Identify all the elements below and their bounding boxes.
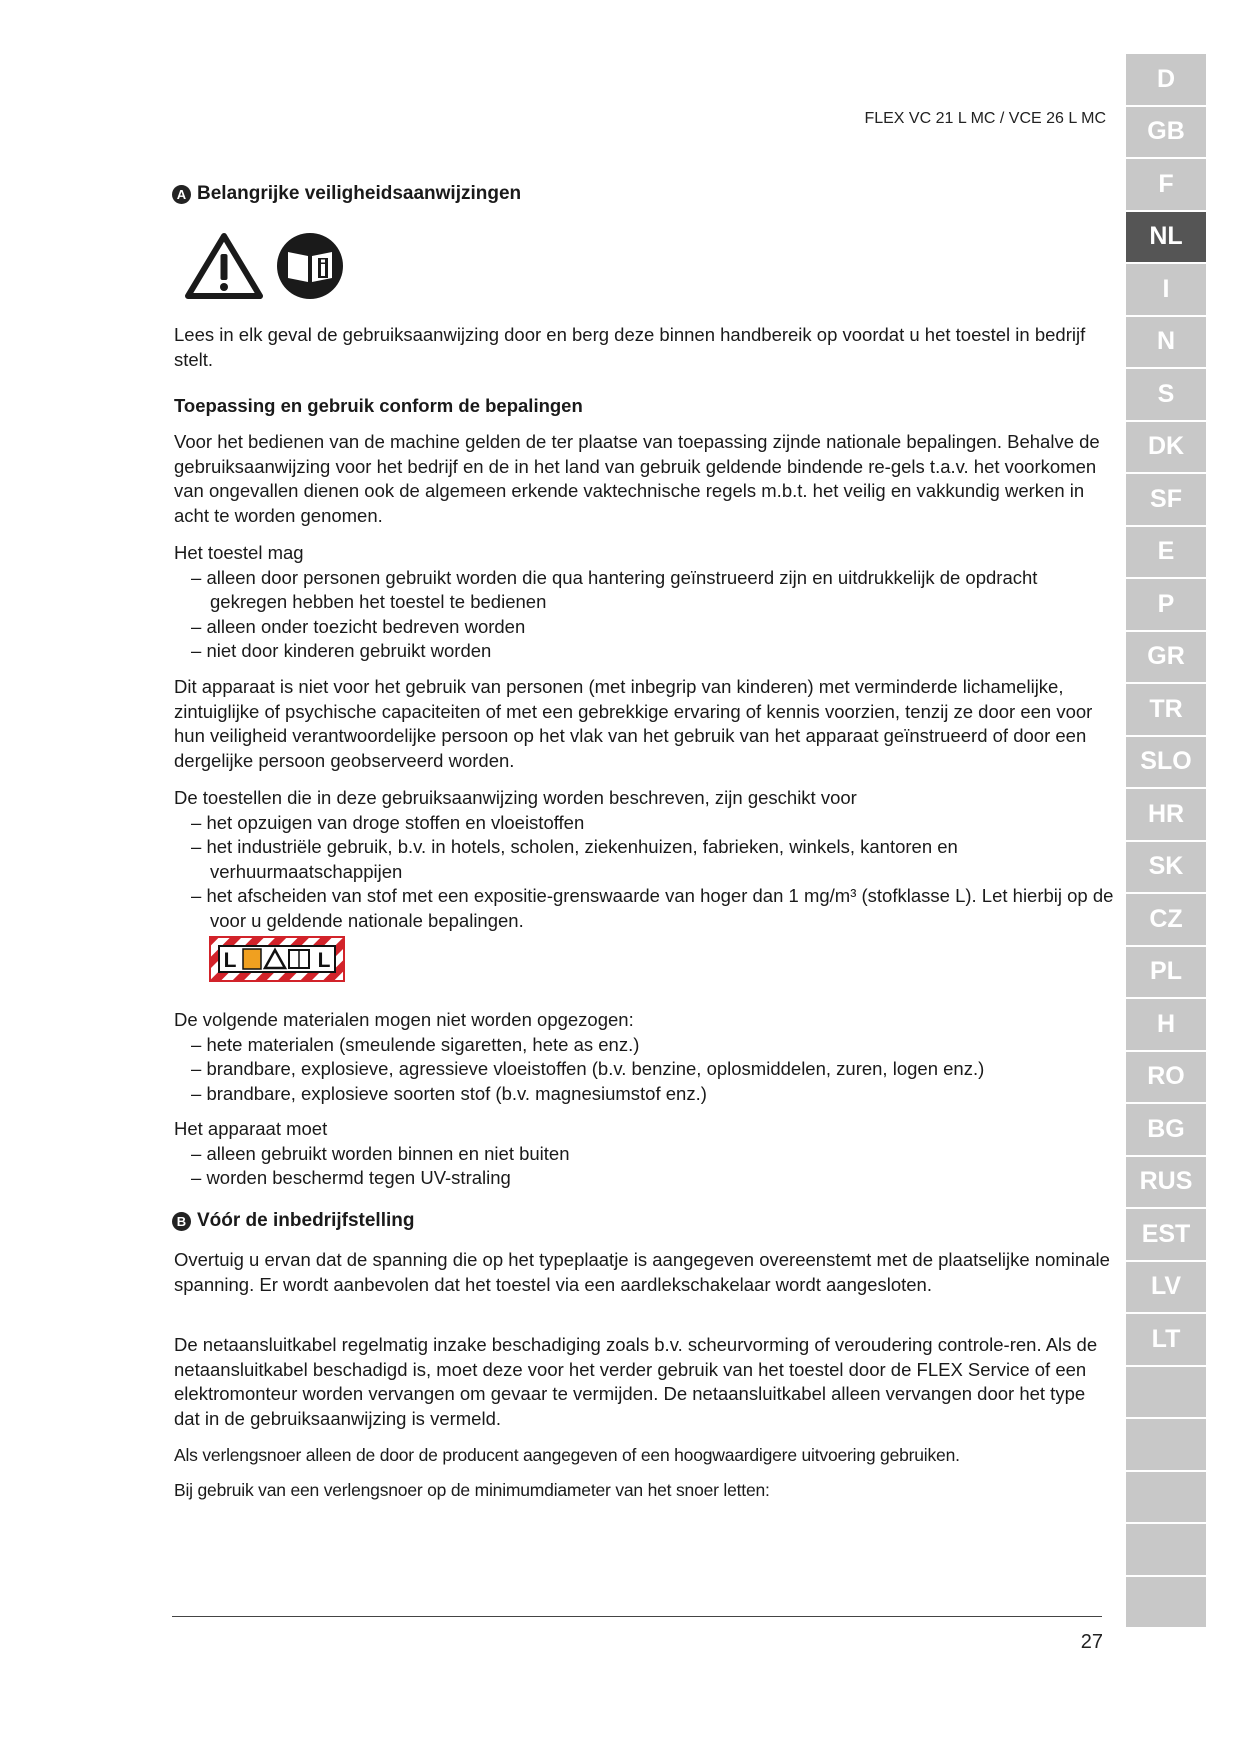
language-tab-f[interactable]: F xyxy=(1126,159,1206,212)
language-tab-rus[interactable]: RUS xyxy=(1126,1157,1206,1210)
extension-paragraph: Als verlengsnoer alleen de door de producent aangegeven of een hoogwaardigere uitvoering gebruiken. xyxy=(174,1445,960,1465)
language-tab-lv[interactable]: LV xyxy=(1126,1262,1206,1315)
language-tab-tr[interactable]: TR xyxy=(1126,684,1206,737)
section-a-badge: A xyxy=(172,185,191,204)
list-item: – alleen gebruikt worden binnen en niet buiten xyxy=(191,1142,1114,1167)
list2-intro: De toestellen die in deze gebruiksaanwijzing worden beschreven, zijn geschikt voor xyxy=(174,787,857,808)
section-b-badge: B xyxy=(172,1212,191,1231)
language-tab-nl[interactable]: NL xyxy=(1126,212,1206,265)
list-item: – het afscheiden van stof met een expositie-grenswaarde van hoger dan 1 mg/m³ (stofklasse L). Let hierbij op de voor u geldende nationale bepalingen. xyxy=(191,884,1114,933)
list2-block xyxy=(174,786,1114,933)
language-tab-pl[interactable]: PL xyxy=(1126,947,1206,1000)
language-tab-n[interactable]: N xyxy=(1126,317,1206,370)
language-tab-d[interactable]: D xyxy=(1126,54,1206,107)
language-tab-dk[interactable]: DK xyxy=(1126,422,1206,475)
language-tab-i[interactable]: I xyxy=(1126,264,1206,317)
diameter-paragraph: Bij gebruik van een verlengsnoer op de minimumdiameter van het snoer letten: xyxy=(174,1480,770,1500)
section-b-title: Vóór de inbedrijfstelling xyxy=(197,1210,415,1231)
language-tab-empty xyxy=(1126,1419,1206,1472)
language-tab-empty xyxy=(1126,1367,1206,1420)
list4-block xyxy=(174,1117,1114,1191)
list3 xyxy=(174,1033,1114,1107)
list-item: – hete materialen (smeulende sigaretten, hete as enz.) xyxy=(191,1033,1114,1058)
list-item: – niet door kinderen gebruikt worden xyxy=(191,639,1114,664)
language-tab-ro[interactable]: RO xyxy=(1126,1052,1206,1105)
language-tab-h[interactable]: H xyxy=(1126,999,1206,1052)
section-a-heading xyxy=(172,183,521,205)
page-number: 27 xyxy=(1080,1631,1103,1653)
language-tab-bg[interactable]: BG xyxy=(1126,1104,1206,1157)
list1 xyxy=(174,566,1114,664)
voltage-paragraph: Overtuig u ervan dat de spanning die op het typeplaatje is aangegeven overeenstemt met de plaatselijke nominale spanning. Er wordt aanbevolen dat het toestel via een aardlekschakelaar wordt aangesloten. xyxy=(174,1249,1110,1295)
usage-paragraph: Voor het bedienen van de machine gelden de ter plaatse van toepassing zijnde nationale bepalingen. Behalve de gebruiksaanwijzing voor het bedrijf en de in het land van gebruik geldende bindende re-gels t.a.v. het voorkomen van ongevallen dienen ook de algemeen erkende vaktechnische regels m.b.t. het veilig en vakkundig werken in acht te worden genomen. xyxy=(174,431,1100,526)
badge-left-letter: L xyxy=(223,949,237,972)
language-tab-gb[interactable]: GB xyxy=(1126,107,1206,160)
language-tab-lt[interactable]: LT xyxy=(1126,1314,1206,1367)
list-item: – brandbare, explosieve soorten stof (b.v. magnesiumstof enz.) xyxy=(191,1082,1114,1107)
list2 xyxy=(174,811,1114,934)
list-item: – het industriële gebruik, b.v. in hotels, scholen, ziekenhuizen, fabrieken, winkels, kantoren en verhuurmaatschappijen xyxy=(191,835,1114,884)
list3-intro: De volgende materialen mogen niet worden opgezogen: xyxy=(174,1009,634,1030)
footer-divider xyxy=(172,1616,1102,1617)
language-tab-empty xyxy=(1126,1524,1206,1577)
list-item: – alleen door personen gebruikt worden die qua hantering geïnstrueerd zijn en uitdrukkelijk de opdracht gekregen hebben het toestel te bedienen xyxy=(191,566,1114,615)
list4 xyxy=(174,1142,1114,1191)
list3-block xyxy=(174,1008,1114,1106)
list1-intro: Het toestel mag xyxy=(174,542,304,563)
language-tab-empty xyxy=(1126,1577,1206,1630)
cable-paragraph: De netaansluitkabel regelmatig inzake beschadiging zoals b.v. scheurvorming of veroudering controle-ren. Als de netaansluitkabel beschadigd is, moet deze voor het verder gebruik van het toestel door de FLEX Service of een elektromonteur worden vervangen om gevaar te vermijden. De netaansluitkabel alleen vervangen door het type dat in de gebruiksaanwijzing is vermeld. xyxy=(174,1334,1098,1429)
language-tab-sk[interactable]: SK xyxy=(1126,842,1206,895)
list-item: – brandbare, explosieve, agressieve vloeistoffen (b.v. benzine, oplosmiddelen, zuren, logen enz.) xyxy=(191,1057,1114,1082)
language-tab-empty xyxy=(1126,1472,1206,1525)
badge-right-letter: L xyxy=(317,949,331,972)
language-tab-e[interactable]: E xyxy=(1126,527,1206,580)
list-item: – alleen onder toezicht bedreven worden xyxy=(191,615,1114,640)
warning-triangle-icon xyxy=(184,232,264,300)
intro-paragraph: Lees in elk geval de gebruiksaanwijzing door en berg deze binnen handbereik op voordat u het toestel in bedrijf stelt. xyxy=(174,324,1086,370)
list-item: – worden beschermd tegen UV-straling xyxy=(191,1166,1114,1191)
language-tabs xyxy=(1126,54,1206,1629)
list-item: – het opzuigen van droge stoffen en vloeistoffen xyxy=(191,811,1114,836)
language-tab-gr[interactable]: GR xyxy=(1126,632,1206,685)
language-tab-p[interactable]: P xyxy=(1126,579,1206,632)
language-tab-sf[interactable]: SF xyxy=(1126,474,1206,527)
subheading-usage: Toepassing en gebruik conform de bepalingen xyxy=(174,395,583,416)
section-b-heading xyxy=(172,1210,414,1232)
language-tab-s[interactable]: S xyxy=(1126,369,1206,422)
safety-icons xyxy=(184,232,344,300)
language-tab-cz[interactable]: CZ xyxy=(1126,894,1206,947)
list4-intro: Het apparaat moet xyxy=(174,1118,328,1139)
language-tab-slo[interactable]: SLO xyxy=(1126,737,1206,790)
capacity-paragraph: Dit apparaat is niet voor het gebruik van personen (met inbegrip van kinderen) met verminderde lichamelijke, zintuiglijke of psychische capaciteiten of met een gebrekkige ervaring of kennis voorzien, tenzij ze door een voor hun veiligheid verantwoordelijke persoon op het vlak van het gebruik van het apparaat geïnstrueerd of door een dergelijke persoon geobserveerd worden. xyxy=(174,676,1093,771)
language-tab-hr[interactable]: HR xyxy=(1126,789,1206,842)
section-a-title: Belangrijke veiligheidsaanwijzingen xyxy=(197,183,522,204)
list1-block xyxy=(174,541,1114,664)
read-manual-icon xyxy=(276,232,344,300)
document-header: FLEX VC 21 L MC / VCE 26 L MC xyxy=(864,110,1106,127)
language-tab-est[interactable]: EST xyxy=(1126,1209,1206,1262)
dust-class-l-badge xyxy=(209,936,345,982)
